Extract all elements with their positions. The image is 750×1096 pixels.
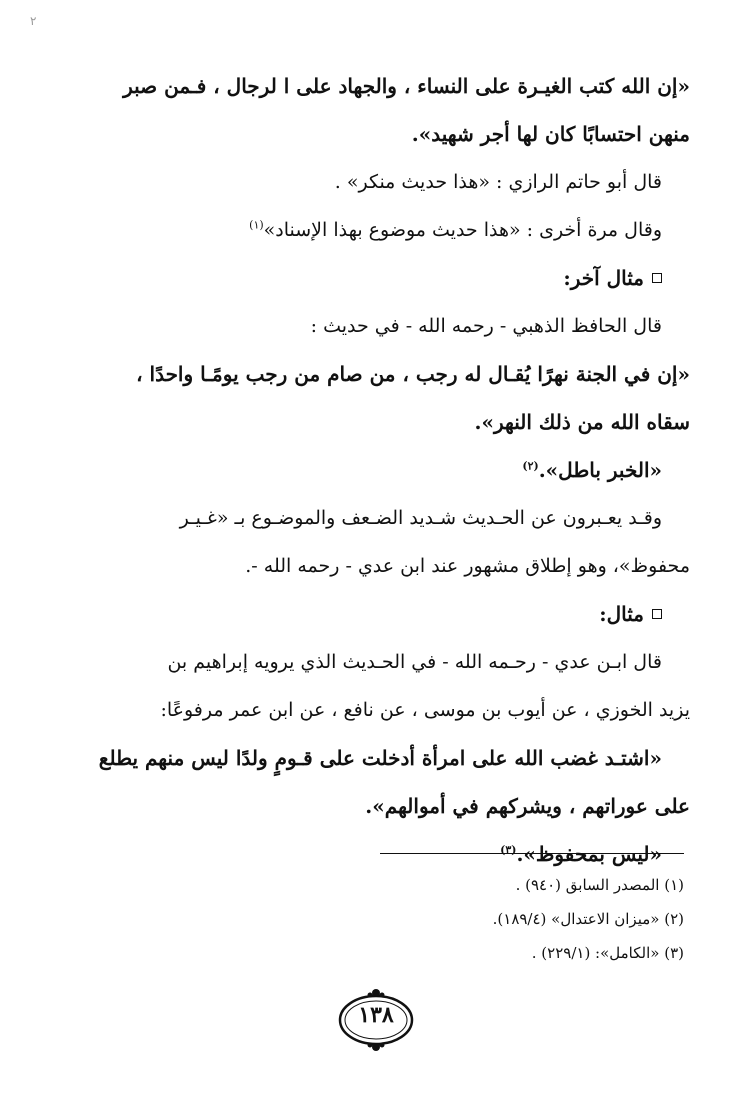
footnotes <box>200 868 684 970</box>
abu-hatim-second-statement <box>70 206 690 254</box>
statement-text: وقال مرة أخرى : «هذا حديث موضوع بهذا الإسناد» <box>263 219 662 241</box>
page-number: ١٣٨ <box>358 1002 394 1028</box>
footnote-ref-3: (٣) <box>500 843 517 857</box>
footnote-3: (٣) «الكامل»: (٢٢٩/١) . <box>531 944 684 962</box>
dhahabi-statement: قال الحافظ الذهبي - رحمه الله - في حديث : <box>310 315 662 337</box>
corner-mark: ٢ <box>30 14 37 28</box>
ibn-adi-line-1: قال ابـن عدي - رحـمه الله - في الحـديث الذي يرويه إبراهيم بن <box>167 651 662 673</box>
hadith-quote-2-line-2: سقاه الله من ذلك النهر». <box>474 410 690 434</box>
footnote-2: (٢) «ميزان الاعتدال» (١٨٩/٤). <box>492 910 684 928</box>
page-number-ornament <box>336 988 416 1052</box>
verdict-batil <box>70 446 690 494</box>
heading-text: مثال آخر: <box>563 266 644 290</box>
hadith-quote-1-line-1: «إن الله كتب الغيـرة على النساء ، والجهاد على ا لرجال ، فـمن صبر <box>123 74 690 98</box>
hadith-quote-3-line-1: «اشتـد غضب الله على امرأة أدخلت على قـومٍ ولدًا ليس منهم يطلع <box>98 746 662 770</box>
square-bullet-icon <box>652 609 662 619</box>
footnote-ref-2: (٢) <box>522 459 539 473</box>
hadith-quote-1-line-2: منهن احتسابًا كان لها أجر شهيد». <box>411 122 690 146</box>
footnote-1: (١) المصدر السابق (٩٤٠) . <box>515 876 684 894</box>
heading-text: مثال: <box>599 602 644 626</box>
section-heading-another-example <box>70 254 690 302</box>
verdict-text: «الخبر باطل». <box>538 458 662 482</box>
section-heading-example <box>70 590 690 638</box>
hadith-quote-2-line-1: «إن في الجنة نهرًا يُقـال له رجب ، من صام من رجب يومًـا واحدًا ، <box>136 362 690 386</box>
paragraph-line-1: وقـد يعـبرون عن الحـديث شـديد الضـعف والموضـوع بـ «غـيـر <box>179 507 662 529</box>
footnote-divider <box>380 853 684 854</box>
paragraph-line-2: محفوظ»، وهو إطلاق مشهور عند ابن عدي - رحمه الله -. <box>245 555 690 577</box>
square-bullet-icon <box>652 273 662 283</box>
abu-hatim-statement: قال أبو حاتم الرازي : «هذا حديث منكر» . <box>334 171 662 193</box>
hadith-quote-3-line-2: على عوراتهم ، ويشركهم في أموالهم». <box>365 794 690 818</box>
main-text <box>70 62 690 878</box>
verdict-text: «ليس بمحفوظ». <box>516 842 662 866</box>
ibn-adi-line-2: يزيد الخوزي ، عن أيوب بن موسى ، عن نافع ، عن ابن عمر مرفوعًا: <box>160 699 690 721</box>
footnote-ref-1: (١) <box>249 218 264 232</box>
